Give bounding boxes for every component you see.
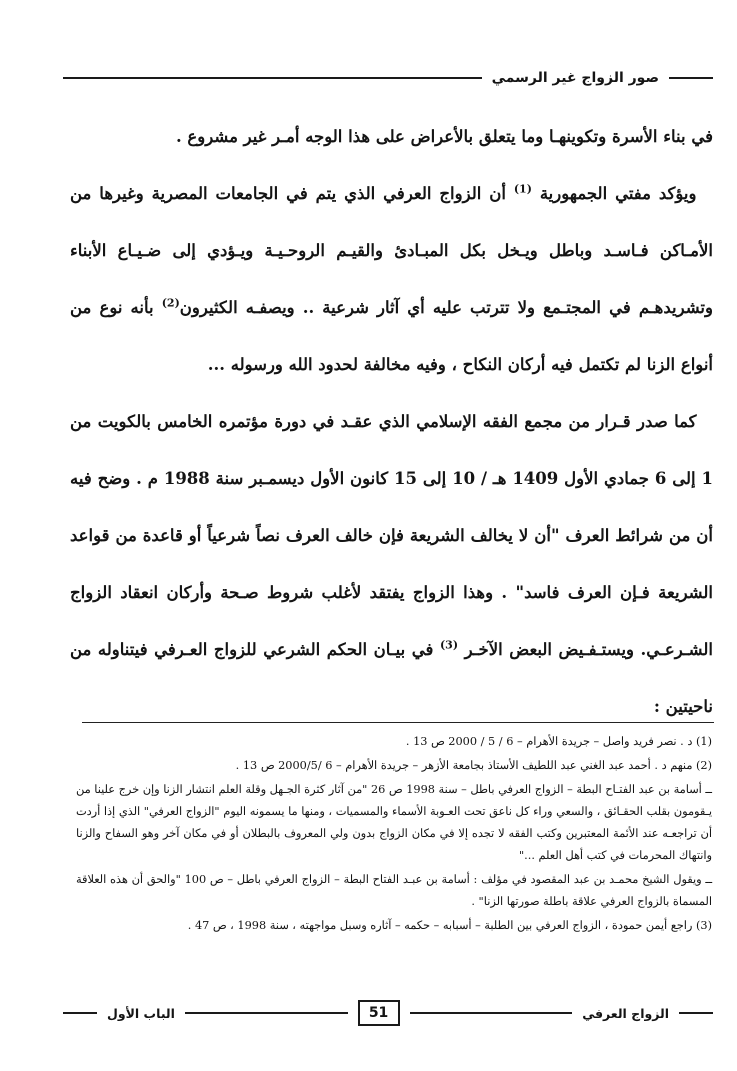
footer-rule-left bbox=[63, 1012, 97, 1014]
paragraph-2-part-c: بأنه نوع من أنواع الزنا لم تكتمل فيه أركان النكاح ، وفيه مخالفة لحدود الله ورسوله ... bbox=[70, 298, 713, 374]
paragraph-3-part-a: كما صدر قـرار من مجمع الفقه الإسلامي الذي عقـد في دورة مؤتمره الخامس بالكويت من 1 إلى 6 جمادي الأول 1409 هـ / 10 إلى 15 كانون الأول ديسمـبر سنة 1988 م . وضح فيه أن من شرائط العرف "أن لا يخالف الشريعة فإن خالف العرف نصاً شرعياً أو قاعدة من قواعد الشريعة فـإن العرف فاسد" . وهذا الزواج يفتقد لأغلب شروط صـحة وأركان انعقاد الزواج الشـرعـي. ويستـفـيض البعض الآخـر bbox=[70, 412, 714, 659]
footer-rule-right bbox=[679, 1012, 713, 1014]
footer-rule-mid-right bbox=[410, 1012, 573, 1014]
footnote-2-note-1: ــ أسامة بن عبد الفتـاح البطة – الزواج العرفي باطل – سنة 1998 ص 26 "من آثار كثرة الجـهل وقلة العلم انتشار الزنا وإن خرج علينا من يـقومون بقلب الحقـائق ، والسعي وراء كل ناعق تحت العـوبة الأسماء والمسميات ، ومنها ما يسمونه اليوم "الزواج العرفي" الذي إذا أردت أن تراجعـه عند الأئمة المعتبرين وكتب الفقه لا تجده إلا في مكان الزواج بدون ولي المعروف بالبطلان أو في مكان آخر وهو السفاح والزنا وانتهاك المحرمات في كتب أهل العلم ..." bbox=[76, 783, 712, 862]
footnote-ref-1: (1) bbox=[513, 182, 532, 196]
page-number-box bbox=[358, 1000, 400, 1026]
page-number: 51 bbox=[368, 1005, 389, 1021]
page-footer bbox=[63, 998, 713, 1028]
footnote-1: (1) د . نصر فريد واصل – جريدة الأهرام – 6 / 5 / 2000 ص 13 . bbox=[405, 735, 712, 748]
paragraph-2 bbox=[70, 165, 713, 393]
paragraph-2-part-a: ويؤكد مفتي الجمهورية bbox=[531, 184, 697, 203]
body-text bbox=[70, 108, 713, 735]
footnote-ref-2: (2) bbox=[161, 296, 180, 310]
paragraph-3-part-b: في بيـان الحكم الشرعي للزواج العـرفي فيتناوله من ناحيتين : bbox=[70, 640, 713, 716]
running-title: صور الزواج غير الرسمي bbox=[491, 70, 659, 86]
footnote-2-note-2: ــ ويقول الشيخ محمـد بن عبد المقصود في مؤلف : أسامة بن عبـد الفتاح البطة – الزواج العرفي باطل – ص 100 "والحق أن هذه العلاقة المسماة بالزواج العرفي علاقة باطلة صورتها الزنا" . bbox=[76, 873, 712, 908]
footnote-separator bbox=[82, 722, 714, 723]
running-header bbox=[63, 66, 713, 90]
footer-chapter: الباب الأول bbox=[107, 1005, 175, 1021]
paragraph-2-part-b: أن الزواج العرفي الذي يتم في الجامعات المصرية وغيرها من الأمـاكن فـاسـد وباطل ويـخل بكل المبـادئ والقيـم الروحـيـة ويـؤدي إلى ضـيـاع الأبناء وتشريدهـم في المجتـمع ولا تترتب عليه أي آثار شرعية .. ويصفـه الكثيرون bbox=[70, 184, 713, 317]
paragraph-3 bbox=[70, 393, 713, 735]
footnote-3: (3) راجع أيمن حمودة ، الزواج العرفي بين الطلبة – أسبابه – حكمه – آثاره وسبل مواجهته ، سنة 1998 ، ص 47 . bbox=[187, 919, 712, 932]
header-rule-long bbox=[63, 77, 482, 79]
footnote-2: (2) منهم د . أحمد عبد الغني عبد اللطيف الأستاذ بجامعة الأزهر – جريدة الأهرام – 6 /2000/5 ص 13 . bbox=[235, 759, 712, 772]
paragraph-1: في بناء الأسرة وتكوينهـا وما يتعلق بالأعراض على هذا الوجه أمـر غير مشروع . bbox=[175, 127, 713, 146]
footnotes bbox=[76, 731, 712, 939]
footer-book-title: الزواج العرفي bbox=[582, 1005, 669, 1021]
footnote-ref-3: (3) bbox=[439, 638, 459, 652]
footer-rule-mid-left bbox=[185, 1012, 348, 1014]
header-rule-short bbox=[669, 77, 713, 79]
